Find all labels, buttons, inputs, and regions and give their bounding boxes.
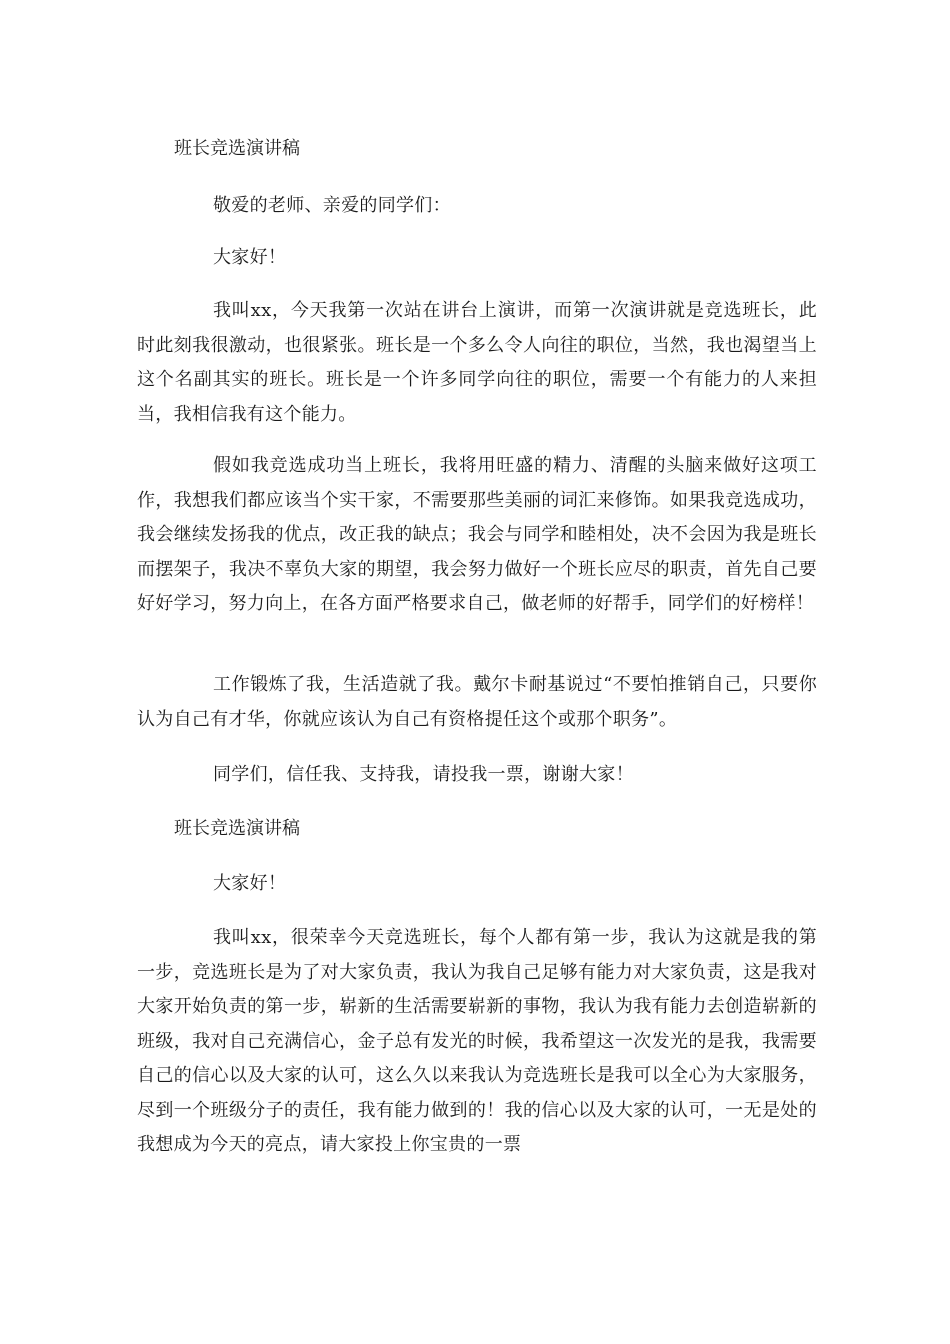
greeting: 大家好！ xyxy=(213,873,287,894)
section-title: 班长竞选演讲稿 xyxy=(174,138,300,159)
greeting: 大家好！ xyxy=(213,247,287,268)
section-title: 班长竞选演讲稿 xyxy=(174,818,300,839)
body-paragraph: 工作锻炼了我，生活造就了我。戴尔卡耐基说过“不要怕推销自己，只要你认为自己有才华，你就应该认为自己有资格提任这个或那个职务”。 xyxy=(137,674,817,730)
closing-paragraph: 同学们，信任我、支持我，请投我一票，谢谢大家！ xyxy=(213,764,634,785)
salutation: 敬爱的老师、亲爱的同学们： xyxy=(213,195,451,216)
body-paragraph: 假如我竞选成功当上班长，我将用旺盛的精力、清醒的头脑来做好这项工作，我想我们都应该当个实干家，不需要那些美丽的词汇来修饰。如果我竞选成功，我会继续发扬我的优点，改正我的缺点；我会与同学和睦相处，决不会因为我是班长而摆架子，我决不辜负大家的期望，我会努力做好一个班长应尽的职责，首先自己要好好学习，努力向上，在各方面严格要求自己，做老师的好帮手，同学们的好榜样！ xyxy=(137,455,817,614)
body-paragraph: 我叫xx，很荣幸今天竞选班长，每个人都有第一步，我认为这就是我的第一步，竞选班长是为了对大家负责，我认为我自己足够有能力对大家负责，这是我对大家开始负责的第一步，崭新的生活需要崭新的事物，我认为我有能力去创造崭新的班级，我对自己充满信心，金子总有发光的时候，我希望这一次发光的是我，我需要自己的信心以及大家的认可，这么久以来我认为竞选班长是我可以全心为大家服务，尽到一个班级分子的责任，我有能力做到的！我的信心以及大家的认可，一无是处的我想成为今天的亮点，请大家投上你宝贵的一票 xyxy=(137,927,817,1155)
body-paragraph: 我叫xx，今天我第一次站在讲台上演讲，而第一次演讲就是竞选班长，此时此刻我很激动，也很紧张。班长是一个多么令人向往的职位，当然，我也渴望当上这个名副其实的班长。班长是一个许多同学向往的职位，需要一个有能力的人来担当，我相信我有这个能力。 xyxy=(137,300,817,425)
